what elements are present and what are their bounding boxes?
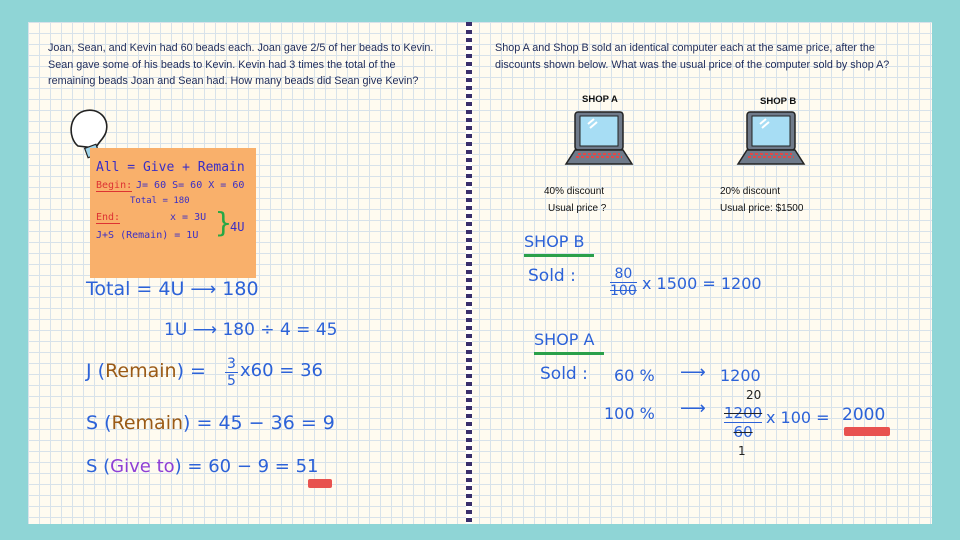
work-calc-b: x 1500 = 1200 bbox=[642, 274, 762, 293]
work-line-joan-result: x60 = 36 bbox=[240, 360, 323, 381]
answer-51: 51 bbox=[295, 456, 319, 477]
work-heading-shop-a: SHOP A bbox=[534, 330, 595, 349]
work-calc-a: x 100 = bbox=[766, 408, 830, 427]
note-end-label: End: bbox=[96, 212, 121, 223]
work-cancel-top: 20 bbox=[746, 388, 762, 402]
page-divider bbox=[466, 22, 472, 524]
work-60-percent: 60 % bbox=[614, 366, 655, 385]
fraction-3-5: 3 5 bbox=[227, 356, 236, 389]
shop-a-discount: 40% discount bbox=[544, 186, 605, 197]
fraction-80-100: 80 100 bbox=[610, 266, 637, 299]
shop-b-label: SHOP B bbox=[760, 96, 797, 107]
green-underline bbox=[524, 254, 594, 257]
work-100-percent: 100 % bbox=[604, 404, 655, 423]
answer-2000: 2000 bbox=[842, 405, 886, 425]
shop-a-price: Usual price ? bbox=[548, 203, 607, 214]
work-heading-shop-b: SHOP B bbox=[524, 232, 585, 251]
arrow-right-icon: ⟶ bbox=[192, 320, 218, 340]
note-title: All = Give + Remain bbox=[96, 160, 245, 175]
right-question: Shop A and Shop B sold an identical computer each at the same price, after the discounts shown below. What was the usual price of the computer sold by shop A? bbox=[495, 42, 890, 71]
fraction-1200-60: 1200 60 bbox=[724, 404, 763, 441]
note-begin-values: J= 60 S= 60 X = 60 bbox=[136, 180, 245, 191]
note-begin-label: Begin: bbox=[96, 180, 133, 191]
laptop-icon bbox=[562, 110, 634, 172]
arrow-right-icon: ⟶ bbox=[680, 362, 706, 383]
work-line-give: S (Give to) = 60 − 9 = 51 bbox=[86, 456, 319, 477]
green-brace: } bbox=[215, 206, 232, 239]
arrow-right-icon: ⟶ bbox=[680, 398, 706, 419]
shop-b-discount: 20% discount bbox=[720, 186, 781, 197]
work-line-total: Total = 4U ⟶ 180 bbox=[86, 278, 259, 300]
note-x-line: x = 3U bbox=[170, 212, 207, 223]
note-js-line: J+S (Remain) = 1U bbox=[96, 230, 199, 241]
note-total: Total = 180 bbox=[130, 196, 190, 206]
summary-note bbox=[90, 148, 256, 278]
work-line-unit: 1U ⟶ 180 ÷ 4 = 45 bbox=[164, 320, 338, 340]
laptop-icon bbox=[734, 110, 806, 172]
work-line-joan: J (Remain) = bbox=[86, 360, 206, 382]
green-underline bbox=[534, 352, 604, 355]
answer-highlight-right bbox=[844, 427, 890, 436]
worksheet-page bbox=[28, 22, 932, 524]
shop-a-label: SHOP A bbox=[582, 94, 618, 105]
answer-highlight-left bbox=[308, 479, 332, 488]
left-question: Joan, Sean, and Kevin had 60 beads each. Joan gave 2/5 of her beads to Kevin. Sean gave some of his beads to Kevin. Kevin had 3 times the total of the remaining beads Joan and Sean had. How many beads did Sean give Kevin? bbox=[48, 42, 434, 87]
work-line-sean: S (Remain) = 45 − 36 = 9 bbox=[86, 412, 335, 434]
work-sold-a: Sold : bbox=[540, 364, 588, 384]
arrow-right-icon: ⟶ bbox=[190, 279, 217, 300]
work-sold-b: Sold : bbox=[528, 266, 576, 286]
work-1200: 1200 bbox=[720, 366, 761, 385]
note-brace-value: 4U bbox=[230, 220, 245, 234]
work-cancel-bottom: 1 bbox=[738, 444, 746, 458]
shop-b-price: Usual price: $1500 bbox=[720, 203, 804, 214]
